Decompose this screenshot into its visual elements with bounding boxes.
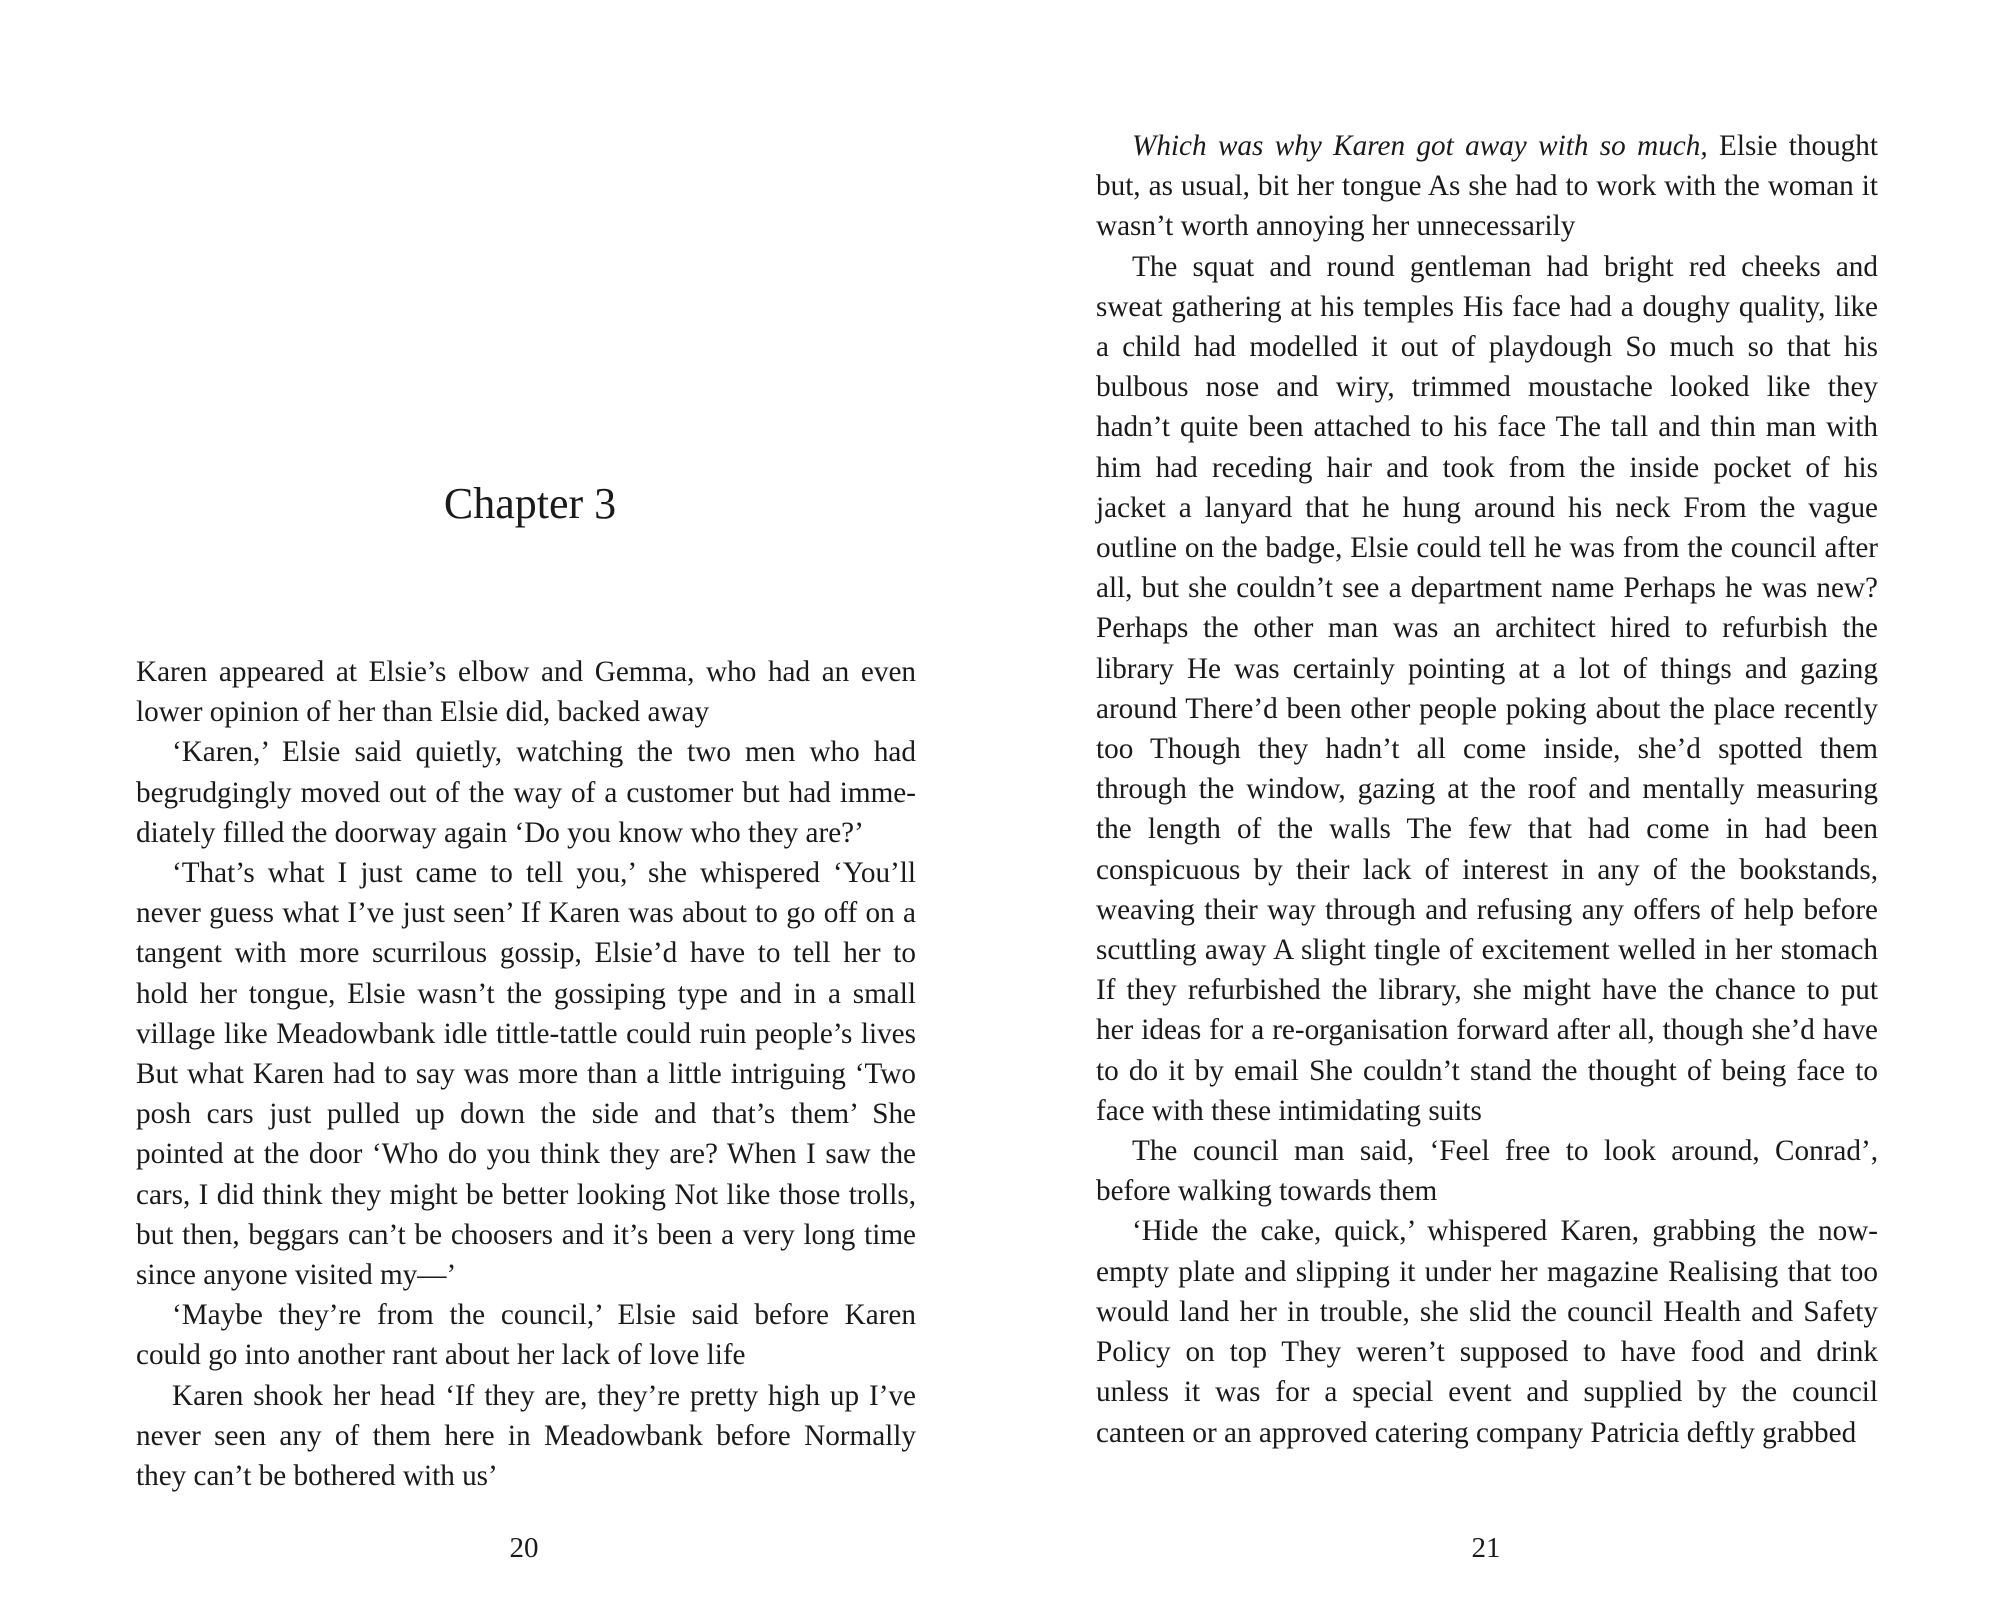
paragraph: ‘That’s what I just came to tell you,’ she whispered ‘You’ll never guess what I’ve just seen’ If Karen was about to go off on a tangent with more scurrilous gossip, Elsie’d have to tell her to hold her tongue, Elsie wasn’t the gossiping type and in a small village like Meadowbank idle tittle-tattle could ruin people’s lives But what Karen had to say was more than a little intriguing ‘Two posh cars just pulled up down the side and that’s them’ She pointed at the door ‘Who do you think they are? When I saw the cars, I did think they might be better looking Not like those trolls, but then, beggars can’t be choosers and it’s been a very long time since anyone visited my—’ — [136, 857, 916, 1292]
chapter-title: Chapter 3 — [443, 479, 617, 528]
paragraph: ‘Hide the cake, quick,’ whispered Karen, grabbing the now-empty plate and slipping it under her magazine Realising that too would land her in trouble, she slid the council Health and Safety Policy on top They weren’t supposed to have food and drink unless it was for a special event and supplied by the council canteen or an approved catering company Patricia deftly grabbed — [1096, 1215, 1878, 1449]
paragraph: ‘Maybe they’re from the council,’ Elsie said before Karen could go into another rant about her lack of love life — [136, 1299, 916, 1372]
left-page-body — [136, 652, 916, 1496]
page-number: 20 — [509, 1532, 539, 1564]
paragraph — [1096, 126, 1878, 247]
paragraph: Karen appeared at Elsie’s elbow and Gemma, who had an even lower opinion of her than Elsie did, backed away — [136, 656, 916, 729]
right-page-body — [1096, 126, 1878, 1453]
italic-thought: Which was why Karen got away with so much, — [1132, 130, 1708, 162]
paragraph: Karen shook her head ‘If they are, they’re pretty high up I’ve never seen any of them here in Meadowbank before Normally they can’t be bothered with us’ — [136, 1379, 916, 1493]
paragraph: The squat and round gentleman had bright red cheeks and sweat gathering at his temples His face had a doughy quality, like a child had modelled it out of playdough So much so that his bulbous nose and wiry, trimmed moustache looked like they hadn’t quite been attached to his face The tall and thin man with him had receding hair and took from the inside pocket of his jacket a lanyard that he hung around his neck From the vague outline on the badge, Elsie could tell he was from the council after all, but she couldn’t see a department name Perhaps he was new? Perhaps the other man was an architect hired to refurbish the library He was certainly pointing at a lot of things and gazing around There’d been other people poking about the place recently too Though they hadn’t all come inside, she’d spotted them through the window, gazing at the roof and mentally measuring the length of the walls The few that had come in had been conspicuous by their lack of interest in any of the bookstands, weaving their way through and refusing any offers of help before scuttling away A slight tingle of excitement welled in her stomach If they refurbished the library, she might have the chance to put her ideas for a re-organisation forward after all, though she’d have to do it by email She couldn’t stand the thought of being face to face with these intimidating suits — [1096, 250, 1878, 1127]
right-page — [1000, 0, 2000, 1621]
paragraph: ‘Karen,’ Elsie said quietly, watching the two men who had begrudgingly moved out of the way of a customer but had imme-diately filled the doorway again ‘Do you know who they are?’ — [136, 736, 916, 849]
page-number: 21 — [1471, 1532, 1501, 1564]
paragraph: The council man said, ‘Feel free to look around, Conrad’, before walking towards them — [1096, 1135, 1878, 1208]
paragraph-continuation: Elsie thought but, as usual, bit her tongue As she had to work with the woman it wasn’t worth annoying her unnecessarily — [1096, 130, 1878, 243]
